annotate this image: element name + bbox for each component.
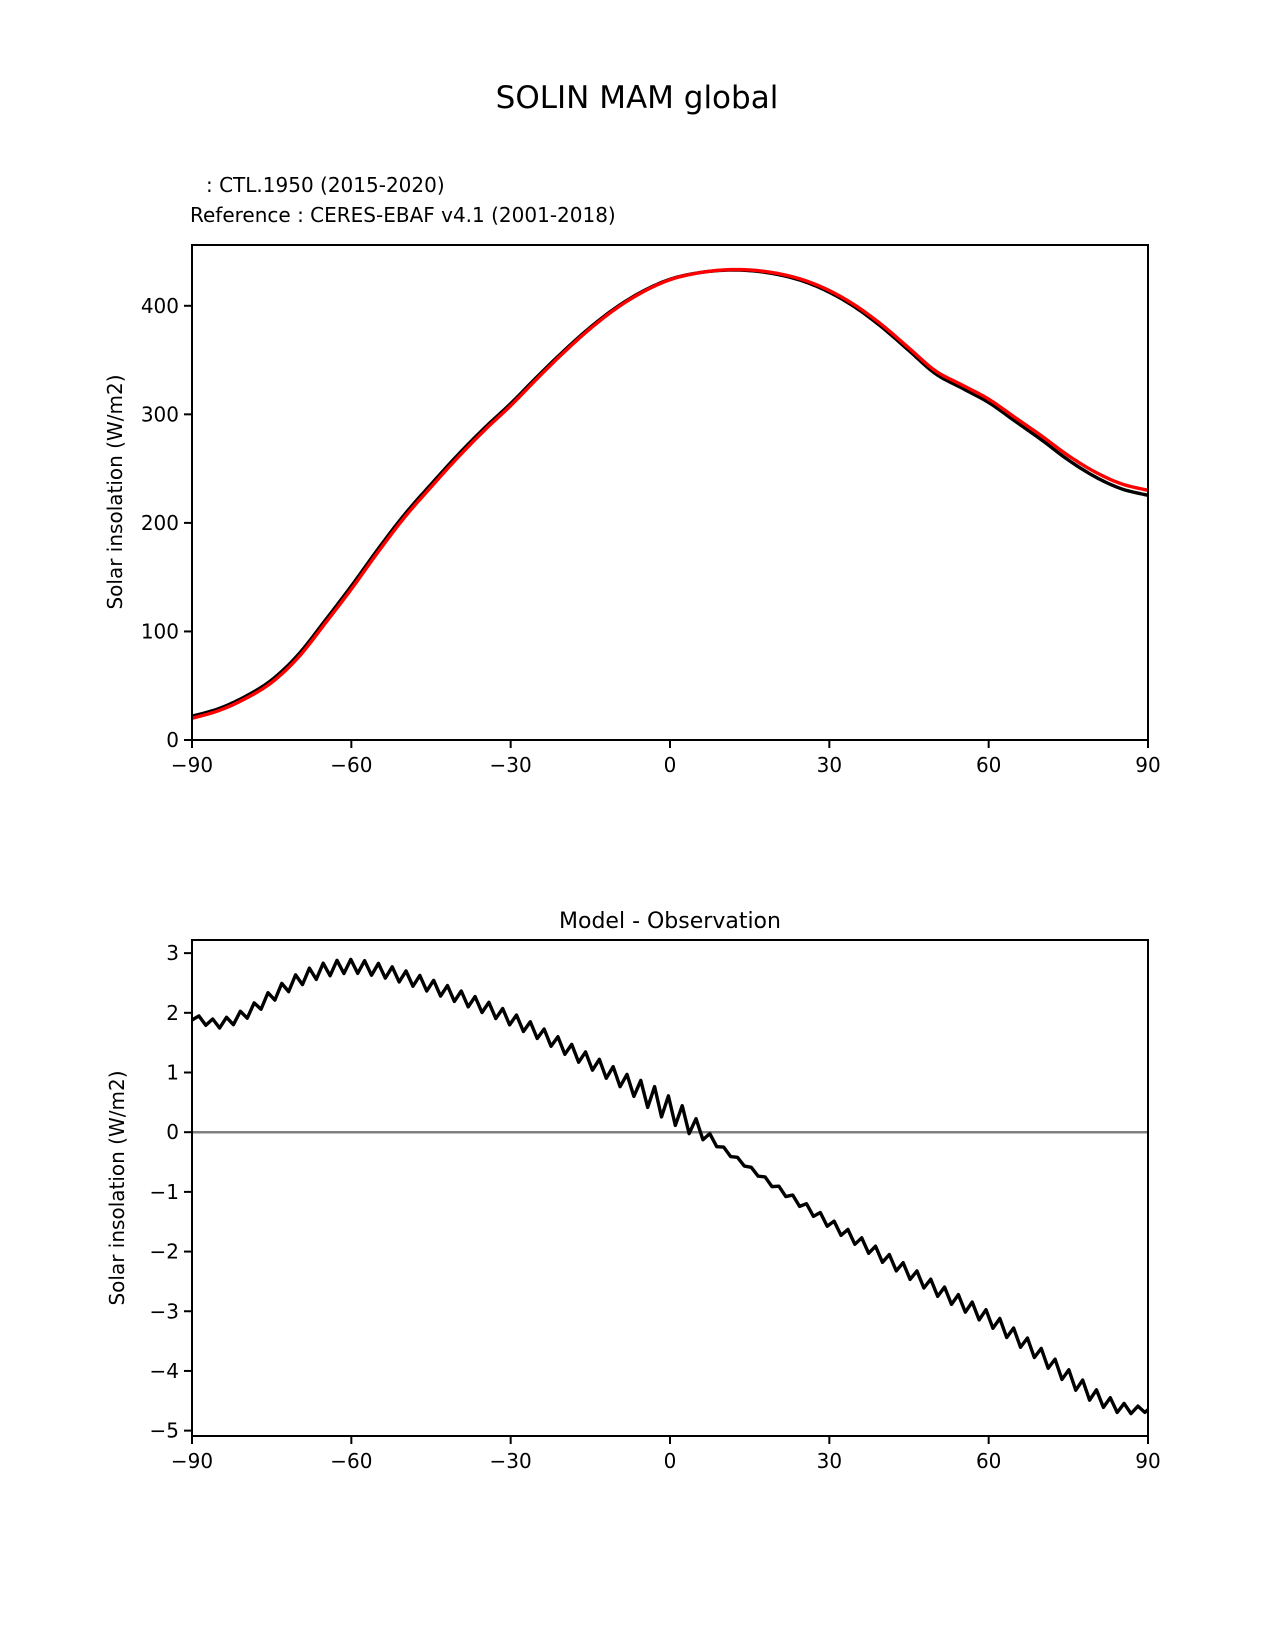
- top-y-axis-label: Solar insolation (W/m2): [103, 374, 127, 610]
- x-tick-label: −90: [170, 1449, 214, 1473]
- x-tick-label: −60: [330, 753, 373, 777]
- y-tick-label: 200: [140, 510, 179, 535]
- x-tick-label: −90: [170, 753, 214, 777]
- y-tick-label: 2: [166, 1000, 179, 1025]
- y-tick-label: −1: [149, 1179, 179, 1204]
- series-curve-1: [192, 270, 1148, 719]
- x-tick-label: 30: [816, 1449, 843, 1473]
- figure-title: SOLIN MAM global: [495, 80, 779, 116]
- x-tick-label: 60: [975, 1449, 1002, 1473]
- x-tick-label: −30: [489, 753, 532, 777]
- y-tick-label: 300: [140, 402, 179, 427]
- y-tick-label: −2: [149, 1239, 179, 1264]
- bottom-chart-title: Model - Observation: [559, 909, 781, 934]
- axes-frame: [192, 245, 1148, 740]
- x-tick-label: 90: [1135, 1449, 1161, 1473]
- x-tick-label: 90: [1135, 753, 1161, 777]
- x-tick-label: −60: [330, 1449, 373, 1473]
- top-axes: [141, 245, 1161, 777]
- y-tick-label: −3: [149, 1299, 179, 1324]
- x-tick-label: 60: [975, 753, 1002, 777]
- y-tick-label: 100: [140, 619, 179, 644]
- x-tick-label: 0: [663, 753, 677, 777]
- legend-reference-label: Reference : CERES-EBAF v4.1 (2001-2018): [190, 203, 616, 227]
- y-tick-label: 1: [166, 1060, 179, 1085]
- y-tick-label: 0: [166, 1120, 179, 1145]
- axes-frame: [192, 940, 1148, 1436]
- y-tick-label: 0: [166, 728, 179, 752]
- y-tick-label: −4: [149, 1358, 179, 1383]
- y-tick-label: 400: [140, 293, 179, 318]
- series-curve-0: [192, 270, 1148, 716]
- x-tick-label: −30: [489, 1449, 532, 1473]
- legend-model-label: : CTL.1950 (2015-2020): [206, 173, 445, 197]
- y-tick-label: −5: [149, 1418, 179, 1443]
- series-curve-0: [192, 959, 1148, 1413]
- x-tick-label: 30: [816, 753, 843, 777]
- bottom-axes: [150, 940, 1161, 1473]
- bottom-y-axis-label: Solar insolation (W/m2): [105, 1070, 129, 1306]
- x-tick-label: 0: [663, 1449, 677, 1473]
- y-tick-label: 3: [166, 941, 179, 966]
